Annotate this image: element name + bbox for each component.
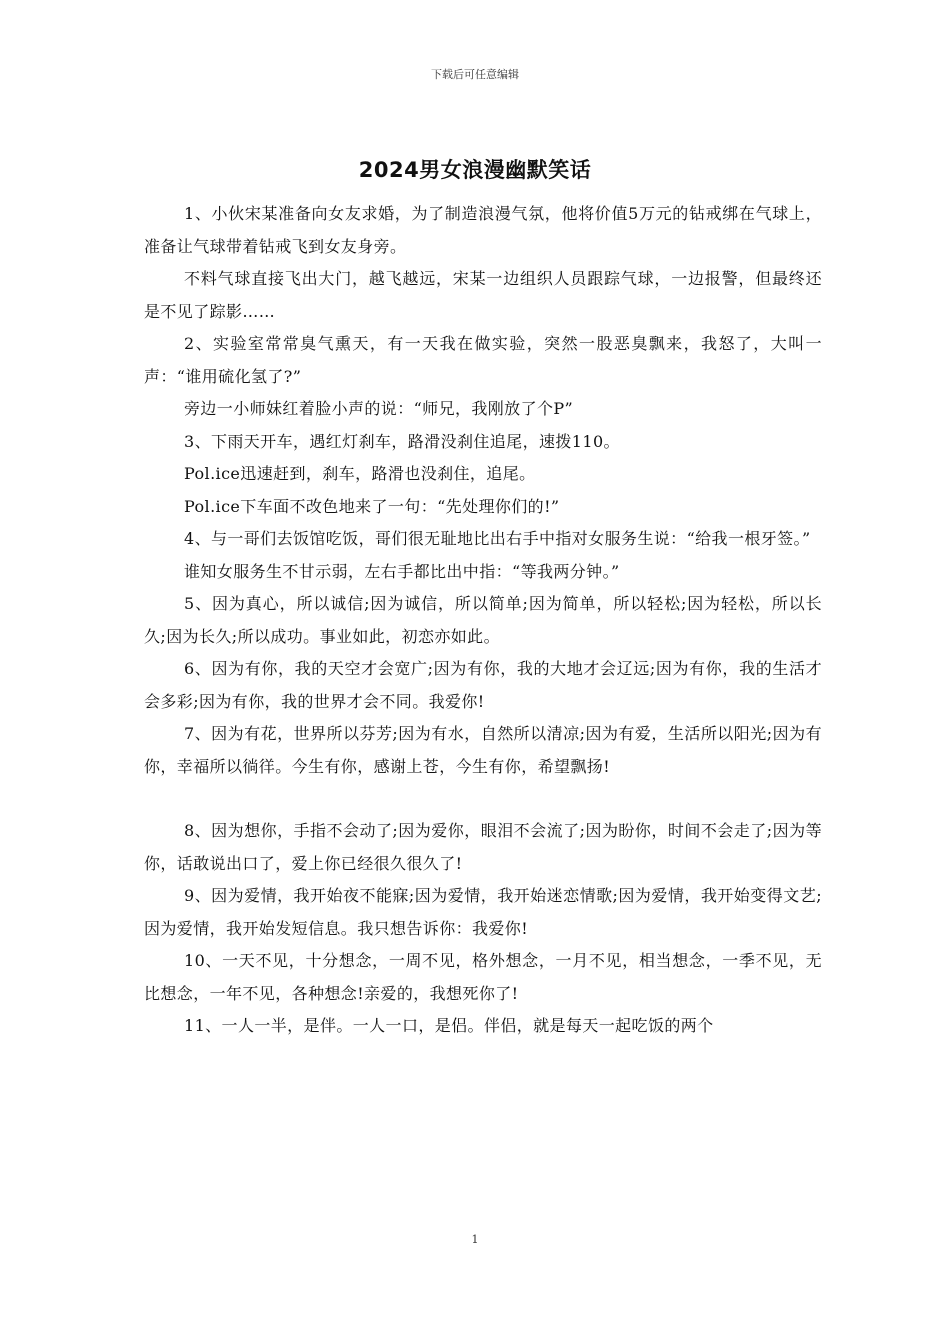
paragraph: 10、一天不见，十分想念，一周不见，格外想念，一月不见，相当想念，一季不见，无比想念，一年不见，各种想念!亲爱的，我想死你了! bbox=[144, 951, 822, 1003]
paragraph: 6、因为有你，我的天空才会宽广;因为有你，我的大地才会辽远;因为有你，我的生活才会多彩;因为有你，我的世界才会不同。我爱你! bbox=[144, 659, 822, 711]
paragraph: Pol.ice下车面不改色地来了一句：“先处理你们的!” bbox=[184, 496, 560, 516]
header-note: 下载后可任意编辑 bbox=[431, 68, 519, 81]
paragraph: 11、一人一半，是伴。一人一口，是侣。伴侣，就是每天一起吃饭的两个 bbox=[184, 1016, 714, 1035]
paragraph: 9、因为爱情，我开始夜不能寐;因为爱情，我开始迷恋情歌;因为爱情，我开始变得文艺;因为爱情，我开始发短信息。我只想告诉你：我爱你! bbox=[144, 886, 822, 938]
article-body bbox=[144, 198, 822, 1043]
paragraph: 1、小伙宋某准备向女友求婚，为了制造浪漫气氛，他将价值5万元的钻戒绑在气球上，准备让气球带着钻戒飞到女友身旁。 bbox=[144, 204, 822, 256]
page-title: 2024男女浪漫幽默笑话 bbox=[358, 158, 592, 182]
paragraph: 4、与一哥们去饭馆吃饭，哥们很无耻地比出右手中指对女服务生说：“给我一根牙签。” bbox=[184, 529, 811, 548]
paragraph: 5、因为真心，所以诚信;因为诚信，所以简单;因为简单，所以轻松;因为轻松，所以长久;因为长久;所以成功。事业如此，初恋亦如此。 bbox=[144, 594, 822, 646]
paragraph: 谁知女服务生不甘示弱，左右手都比出中指：“等我两分钟。” bbox=[184, 561, 620, 581]
paragraph: 2、实验室常常臭气熏天，有一天我在做实验，突然一股恶臭飘来，我怒了，大叫一声：“谁用硫化氢了?” bbox=[144, 334, 822, 386]
paragraph: 7、因为有花，世界所以芬芳;因为有水，自然所以清凉;因为有爱，生活所以阳光;因为有你，幸福所以徜徉。今生有你，感谢上苍，今生有你，希望飘扬! bbox=[144, 724, 822, 776]
paragraph: 不料气球直接飞出大门，越飞越远，宋某一边组织人员跟踪气球，一边报警，但最终还是不见了踪影…… bbox=[144, 269, 822, 321]
page-number: 1 bbox=[471, 1233, 479, 1246]
paragraph: Pol.ice迅速赶到，刹车，路滑也没刹住，追尾。 bbox=[184, 464, 536, 483]
paragraph: 3、下雨天开车，遇红灯刹车，路滑没刹住追尾，速拨110。 bbox=[184, 431, 620, 451]
paragraph: 8、因为想你，手指不会动了;因为爱你，眼泪不会流了;因为盼你，时间不会走了;因为等你，话敢说出口了，爱上你已经很久很久了! bbox=[144, 821, 822, 873]
paragraph: 旁边一小师妹红着脸小声的说：“师兄，我刚放了个P” bbox=[184, 399, 574, 418]
